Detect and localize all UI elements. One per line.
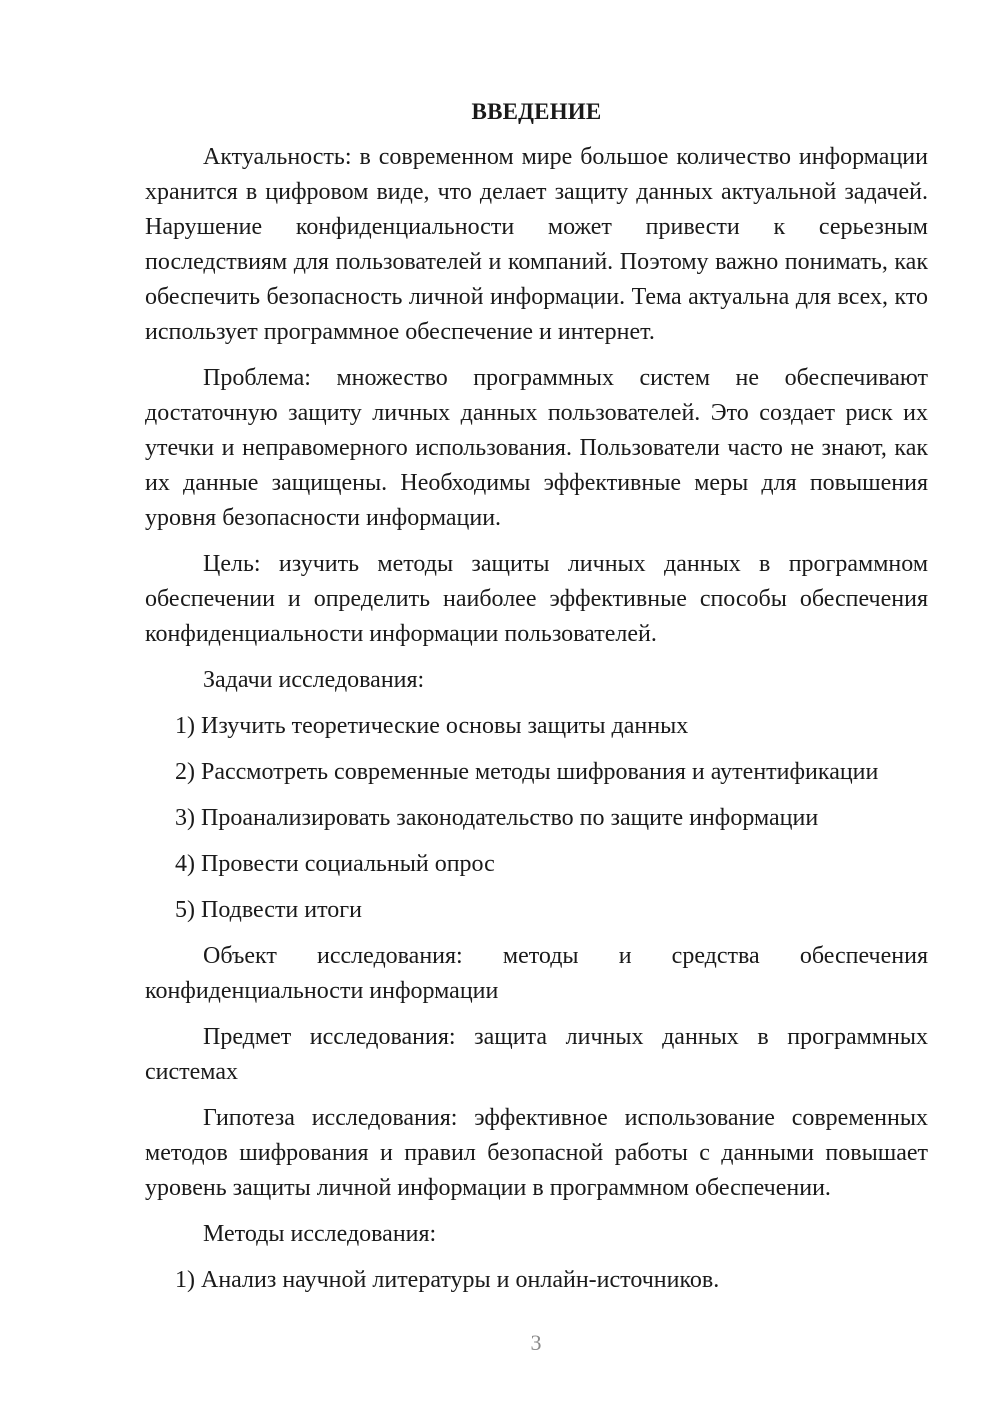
goal-paragraph: Цель: изучить методы защиты личных данных в программном обеспечении и определить наиболее эффективные способы обеспечения конфиденциальности информации пользователей. (145, 551, 928, 647)
subject-paragraph: Предмет исследования: защита личных данных в программных системах (145, 1024, 928, 1085)
methods-label: Методы исследования: (203, 1221, 437, 1247)
task-item: 3) Проанализировать законодательство по защите информации (175, 805, 819, 831)
hypothesis-paragraph: Гипотеза исследования: эффективное использование современных методов шифрования и правил безопасной работы с данными повышает уровень защиты личной информации в программном обеспечении. (145, 1105, 928, 1201)
task-item: 2) Рассмотреть современные методы шифрования и аутентификации (175, 759, 879, 785)
page-content (145, 94, 928, 1309)
relevance-paragraph: Актуальность: в современном мире большое количество информации хранится в цифровом виде, что делает защиту данных актуальной задачей. Нарушение конфиденциальности может привести к серьезным последствиям для пользователей и компаний. Поэтому важно понимать, как обеспечить безопасность личной информации. Тема актуальна для всех, кто использует программное обеспечение и интернет. (145, 144, 928, 345)
page-number: 3 (530, 1330, 542, 1355)
problem-paragraph: Проблема: множество программных систем не обеспечивают достаточную защиту личных данных пользователей. Это создает риск их утечки и неправомерного использования. Пользователи часто не знают, как их данные защищены. Необходимы эффективные меры для повышения уровня безопасности информации. (145, 365, 928, 531)
tasks-label: Задачи исследования: (203, 667, 425, 693)
task-item: 1) Изучить теоретические основы защиты данных (175, 713, 689, 739)
object-paragraph: Объект исследования: методы и средства обеспечения конфиденциальности информации (145, 943, 928, 1004)
task-item: 5) Подвести итоги (175, 897, 362, 923)
task-item: 4) Провести социальный опрос (175, 851, 495, 877)
method-item: 1) Анализ научной литературы и онлайн-источников. (175, 1267, 720, 1293)
section-title: ВВЕДЕНИЕ (471, 99, 602, 124)
